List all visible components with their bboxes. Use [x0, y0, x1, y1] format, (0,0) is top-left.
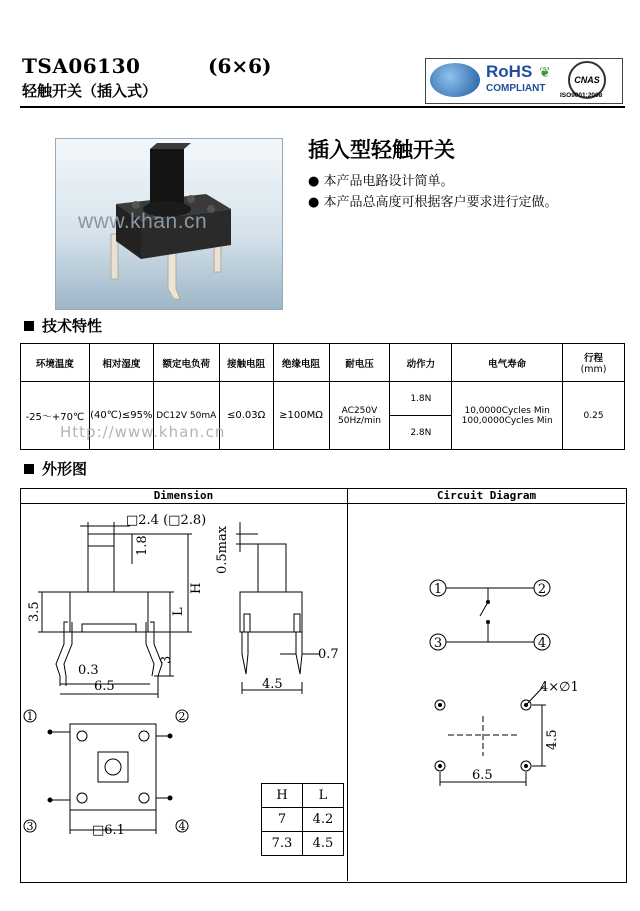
dim-pcb-6-5: 6.5	[472, 768, 493, 783]
rohs-logo-text: RoHS	[486, 62, 533, 81]
circuit-pin-3: 3	[433, 636, 443, 651]
circuit-pin-2: 2	[537, 582, 547, 597]
pin-label-1: 1	[26, 710, 34, 723]
cell-force-1: 1.8N	[390, 382, 452, 416]
dim-1-8: 1.8	[135, 535, 150, 556]
header-divider	[20, 106, 625, 108]
photo-watermark: www.khan.cn	[78, 210, 208, 233]
cell-humidity: (40℃)≤95%	[89, 382, 153, 450]
hl-row	[262, 832, 344, 856]
front-stem	[88, 534, 114, 592]
dim-stem: □2.4 (□2.8)	[126, 513, 207, 528]
dim-3: 3	[159, 655, 174, 664]
spec-row	[21, 382, 625, 416]
hl-cell: 4.2	[303, 808, 344, 832]
pin-label-2: 2	[178, 710, 186, 723]
cell-voltage: AC250V 50Hz/min	[329, 382, 390, 450]
hl-header-row	[262, 784, 344, 808]
header-cell: 电气寿命	[452, 344, 563, 382]
table-watermark: Http://www.khan.cn	[60, 423, 226, 441]
side-body	[240, 592, 302, 632]
globe-icon	[430, 63, 480, 97]
circuit-drawing	[348, 504, 625, 880]
iso-text: ISO9001:2008	[560, 92, 603, 99]
spec-header-row	[21, 344, 625, 382]
header-cell: 行程 (mm)	[563, 344, 625, 382]
dim-H: H	[189, 582, 204, 594]
dim-0-7: 0.7	[318, 647, 339, 662]
feature-bullet: ● 本产品总高度可根据客户要求进行定做。	[308, 195, 558, 210]
dim-0-3: 0.3	[78, 663, 99, 678]
feature-bullet: ● 本产品电路设计简单。	[308, 174, 454, 189]
cell-temp: -25～+70℃	[21, 382, 90, 450]
rohs-compliant-text: COMPLIANT	[486, 83, 546, 94]
circuit-pin-4: 4	[537, 636, 547, 651]
hl-header-cell: H	[262, 784, 303, 808]
size-label: (6×6)	[208, 54, 272, 78]
circuit-pin-1: 1	[433, 582, 443, 597]
cell-insulation: ≥100MΩ	[273, 382, 329, 450]
dim-4-5: 4.5	[262, 677, 283, 692]
hl-cell: 7	[262, 808, 303, 832]
header-cell: 接触电阻	[219, 344, 273, 382]
top-view-body	[70, 724, 156, 810]
dim-6-1: □6.1	[92, 823, 125, 838]
pin-label-4: 4	[178, 820, 186, 833]
header-cell: 动作力	[390, 344, 452, 382]
section-heading-outline: 外形图	[24, 458, 87, 479]
hl-header-cell: L	[303, 784, 344, 808]
dim-6-5: 6.5	[94, 679, 115, 694]
dim-holes: 4×∅1	[540, 680, 579, 695]
pin-label-3: 3	[26, 820, 34, 833]
cell-travel: 0.25	[563, 382, 625, 450]
leaf-icon: ❦	[539, 65, 551, 81]
model-number: TSA06130	[22, 54, 141, 78]
certification-logos	[425, 58, 623, 104]
square-bullet-icon	[24, 321, 34, 331]
header-cell: 绝缘电阻	[273, 344, 329, 382]
cell-load: DC12V 50mA	[153, 382, 219, 450]
dim-3-5: 3.5	[27, 601, 42, 622]
cnas-seal: CNAS	[568, 61, 606, 99]
hl-table	[261, 783, 344, 856]
product-title: 插入型轻触开关	[308, 138, 455, 162]
cell-contact: ≤0.03Ω	[219, 382, 273, 450]
hl-cell: 7.3	[262, 832, 303, 856]
dimension-label: Dimension	[153, 489, 214, 502]
cell-force-2: 2.8N	[390, 416, 452, 450]
side-stem	[258, 544, 286, 592]
header-cell: 相对湿度	[89, 344, 153, 382]
product-subtitle: 轻触开关（插入式）	[22, 82, 158, 100]
header-cell: 耐电压	[329, 344, 390, 382]
square-bullet-icon	[24, 464, 34, 474]
dim-L: L	[171, 607, 186, 616]
cell-life: 10,0000Cycles Min 100,0000Cycles Min	[452, 382, 563, 450]
header-cell: 额定电负荷	[153, 344, 219, 382]
dim-0-5max: 0.5max	[215, 525, 230, 574]
hl-row	[262, 808, 344, 832]
hl-cell: 4.5	[303, 832, 344, 856]
section-heading-specs: 技术特性	[24, 315, 102, 336]
header-cell: 环境温度	[21, 344, 90, 382]
dim-pcb-4-5: 4.5	[545, 729, 560, 750]
circuit-label: Circuit Diagram	[436, 489, 537, 502]
